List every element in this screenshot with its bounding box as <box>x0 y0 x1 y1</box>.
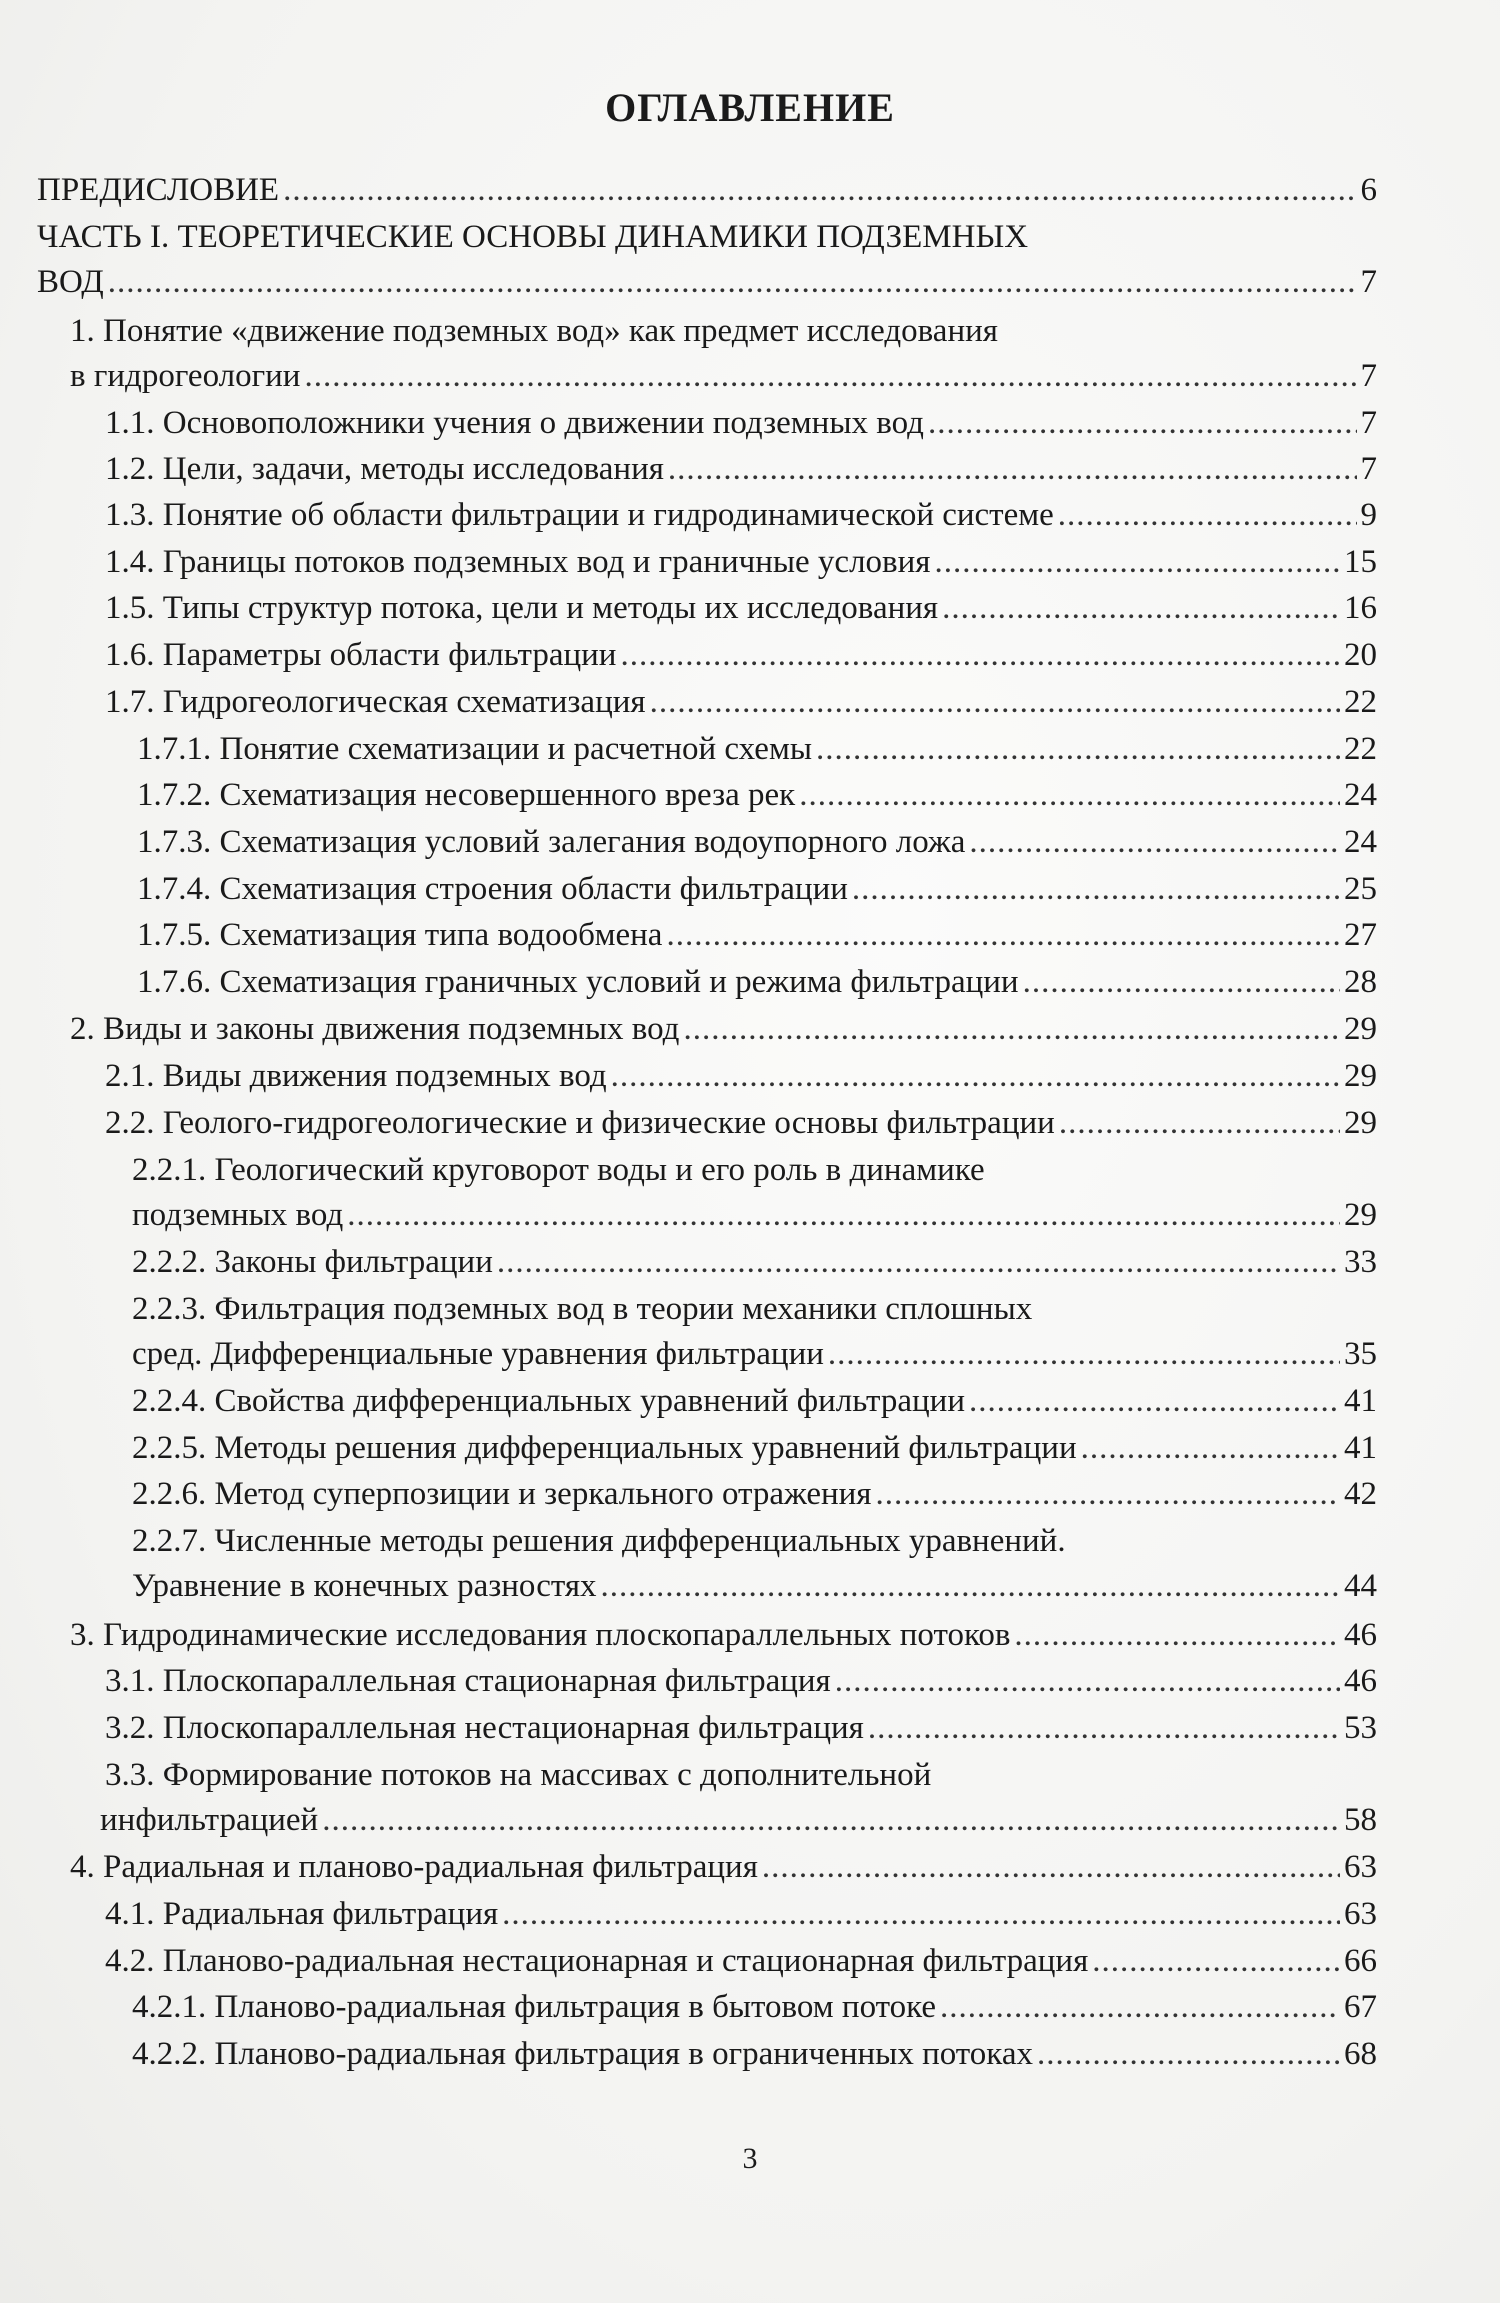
toc-leader-dots <box>304 358 1356 395</box>
toc-entry-text: 4.1. Радиальная фильтрация <box>105 1896 499 1932</box>
toc-leader-dots <box>347 1197 1340 1234</box>
toc-entry-text: 1.3. Понятие об области фильтрации и гидродинамической системе <box>105 497 1054 533</box>
page-number: 3 <box>742 2142 758 2175</box>
toc-entry-text: 1.7.2. Схематизация несовершенного вреза рек <box>137 777 796 813</box>
toc-entry[interactable] <box>132 1476 1377 1513</box>
toc-entry-page: 33 <box>1344 1244 1377 1280</box>
toc-entry[interactable] <box>132 1430 1377 1467</box>
toc-leader-dots <box>108 264 1357 301</box>
toc-leader-dots <box>816 731 1340 768</box>
toc-entry-page: 24 <box>1344 777 1377 813</box>
toc-leader-dots <box>1058 497 1357 534</box>
toc-leader-dots <box>650 684 1340 721</box>
toc-leader-dots <box>876 1476 1341 1513</box>
toc-entry-page: 41 <box>1344 1430 1377 1466</box>
toc-entry[interactable] <box>70 358 1377 395</box>
toc-entry-text: сред. Дифференциальные уравнения фильтрации <box>132 1336 824 1372</box>
toc-entry-page: 67 <box>1344 1989 1377 2025</box>
toc-entry[interactable] <box>100 1802 1377 1839</box>
toc-entry[interactable] <box>137 824 1377 861</box>
toc-entry-page: 22 <box>1344 684 1377 720</box>
toc-leader-dots <box>1037 2036 1340 2073</box>
toc-entry[interactable] <box>137 917 1377 954</box>
toc-leader-dots <box>601 1568 1340 1605</box>
toc-entry-text: 1.1. Основоположники учения о движении подземных вод <box>105 405 924 441</box>
toc-entry-text: 2.2. Геолого-гидрогеологические и физические основы фильтрации <box>105 1105 1055 1141</box>
toc-entry-page: 27 <box>1344 917 1377 953</box>
toc-entry-page: 20 <box>1344 637 1377 673</box>
toc-entry-page: 46 <box>1344 1617 1377 1653</box>
toc-entry-wrap-line: 2.2.1. Геологический круговорот воды и его роль в динамике <box>132 1152 985 1188</box>
toc-entry[interactable] <box>105 590 1377 627</box>
toc-entry[interactable] <box>105 1710 1377 1747</box>
toc-entry-text: Уравнение в конечных разностях <box>132 1568 597 1604</box>
toc-entry[interactable] <box>105 451 1377 488</box>
toc-entry-page: 25 <box>1344 871 1377 907</box>
toc-entry-page: 7 <box>1360 451 1377 487</box>
toc-entry[interactable] <box>105 1896 1377 1933</box>
toc-entry-wrap-line: ЧАСТЬ I. ТЕОРЕТИЧЕСКИЕ ОСНОВЫ ДИНАМИКИ ПОДЗЕМНЫХ <box>37 219 1029 255</box>
toc-leader-dots <box>835 1663 1340 1700</box>
toc-leader-dots <box>942 590 1340 627</box>
toc-entry[interactable] <box>105 637 1377 674</box>
toc-entry-page: 35 <box>1344 1336 1377 1372</box>
toc-entry-page: 41 <box>1344 1383 1377 1419</box>
toc-leader-dots <box>683 1011 1340 1048</box>
toc-entry-text: 2.2.4. Свойства дифференциальных уравнений фильтрации <box>132 1383 965 1419</box>
toc-entry[interactable] <box>137 777 1377 814</box>
toc-entry-wrap-line: 2.2.7. Численные методы решения дифференциальных уравнений. <box>132 1523 1066 1559</box>
toc-entry-text: 3.1. Плоскопараллельная стационарная фильтрация <box>105 1663 831 1699</box>
toc-entry-wrap-line: 3.3. Формирование потоков на массивах с дополнительной <box>105 1757 932 1793</box>
toc-entry[interactable] <box>132 1989 1377 2026</box>
toc-leader-dots <box>928 405 1357 442</box>
toc-leader-dots <box>283 172 1356 209</box>
toc-entry-page: 29 <box>1344 1105 1377 1141</box>
toc-leader-dots <box>620 637 1340 674</box>
toc-entry-page: 16 <box>1344 590 1377 626</box>
toc-entry-page: 24 <box>1344 824 1377 860</box>
toc-leader-dots <box>1023 964 1340 1001</box>
toc-entry[interactable] <box>105 544 1377 581</box>
toc-entry-page: 53 <box>1344 1710 1377 1746</box>
toc-entry[interactable] <box>105 684 1377 721</box>
toc-entry-text: ВОД <box>37 264 104 300</box>
toc-entry-page: 22 <box>1344 731 1377 767</box>
toc-entry-text: 1.7.3. Схематизация условий залегания водоупорного ложа <box>137 824 966 860</box>
toc-entry-text: 2. Виды и законы движения подземных вод <box>70 1011 680 1047</box>
toc-entry-text: 2.2.5. Методы решения дифференциальных уравнений фильтрации <box>132 1430 1077 1466</box>
toc-entry-page: 29 <box>1344 1058 1377 1094</box>
toc-entry-page: 15 <box>1344 544 1377 580</box>
toc-entry-text: 1.7. Гидрогеологическая схематизация <box>105 684 646 720</box>
toc-leader-dots <box>502 1896 1340 1933</box>
toc-entry[interactable] <box>105 1105 1377 1142</box>
toc-entry-page: 29 <box>1344 1011 1377 1047</box>
toc-entry-page: 7 <box>1360 405 1377 441</box>
toc-entry-page: 68 <box>1344 2036 1377 2072</box>
toc-entry[interactable] <box>132 1383 1377 1420</box>
toc-entry-text: ПРЕДИСЛОВИЕ <box>37 172 280 208</box>
toc-entry[interactable] <box>105 1663 1377 1700</box>
toc-entry-text: 1.2. Цели, задачи, методы исследования <box>105 451 664 487</box>
toc-leader-dots <box>969 1383 1340 1420</box>
toc-entry-text: 1.7.4. Схематизация строения области фильтрации <box>137 871 848 907</box>
toc-entry-text: 1.7.6. Схематизация граничных условий и режима фильтрации <box>137 964 1019 1000</box>
toc-entry[interactable] <box>137 964 1377 1001</box>
toc-entry-text: 1.5. Типы структур потока, цели и методы их исследования <box>105 590 939 626</box>
toc-entry-text: 3.2. Плоскопараллельная нестационарная фильтрация <box>105 1710 864 1746</box>
toc-entry[interactable] <box>105 1943 1377 1980</box>
toc-entry-text: 4.2.1. Планово-радиальная фильтрация в бытовом потоке <box>132 1989 936 2025</box>
toc-entry-text: 2.2.6. Метод суперпозиции и зеркального отражения <box>132 1476 872 1512</box>
toc-leader-dots <box>668 451 1357 488</box>
toc-entry[interactable] <box>105 1058 1377 1095</box>
toc-entry-page: 42 <box>1344 1476 1377 1512</box>
toc-entry-text: 2.2.2. Законы фильтрации <box>132 1244 493 1280</box>
toc-entry-page: 28 <box>1344 964 1377 1000</box>
toc-entry[interactable] <box>70 1617 1377 1654</box>
toc-leader-dots <box>934 544 1340 581</box>
toc-leader-dots <box>940 1989 1340 2026</box>
toc-entry-text: 1.6. Параметры области фильтрации <box>105 637 617 673</box>
toc-entry-text: 1.7.1. Понятие схематизации и расчетной схемы <box>137 731 813 767</box>
toc-entry-page: 7 <box>1360 264 1377 300</box>
toc-leader-dots <box>1014 1617 1340 1654</box>
toc-leader-dots <box>666 917 1340 954</box>
toc-leader-dots <box>828 1336 1340 1373</box>
toc-entry-text: в гидрогеологии <box>70 358 301 394</box>
toc-leader-dots <box>1092 1943 1340 1980</box>
toc-leader-dots <box>497 1244 1340 1281</box>
toc-entry[interactable] <box>105 497 1377 534</box>
toc-entry-page: 63 <box>1344 1849 1377 1885</box>
toc-entry-text: 4.2. Планово-радиальная нестационарная и стационарная фильтрация <box>105 1943 1089 1979</box>
toc-entry-page: 44 <box>1344 1568 1377 1604</box>
toc-entry-page: 6 <box>1360 172 1377 208</box>
toc-entry[interactable] <box>37 172 1377 209</box>
toc-entry-page: 29 <box>1344 1197 1377 1233</box>
toc-entry[interactable] <box>132 1568 1377 1605</box>
toc-entry[interactable] <box>70 1011 1377 1048</box>
toc-leader-dots <box>868 1710 1340 1747</box>
toc-leader-dots <box>799 777 1340 814</box>
toc-leader-dots <box>852 871 1340 908</box>
toc-leader-dots <box>969 824 1340 861</box>
toc-entry[interactable] <box>137 871 1377 908</box>
toc-entry-text: 1.7.5. Схематизация типа водообмена <box>137 917 663 953</box>
toc-title: ОГЛАВЛЕНИЕ <box>605 85 895 130</box>
toc-leader-dots <box>1081 1430 1340 1467</box>
toc-entry-text: подземных вод <box>132 1197 344 1233</box>
toc-entry[interactable] <box>132 2036 1377 2073</box>
toc-entry-text: инфильтрацией <box>100 1802 319 1838</box>
toc-entry[interactable] <box>137 731 1377 768</box>
toc-entry-page: 7 <box>1360 358 1377 394</box>
toc-leader-dots <box>322 1802 1340 1839</box>
toc-entry[interactable] <box>132 1197 1377 1234</box>
toc-leader-dots <box>611 1058 1340 1095</box>
toc-leader-dots <box>1059 1105 1340 1142</box>
toc-entry-text: 3. Гидродинамические исследования плоскопараллельных потоков <box>70 1617 1011 1653</box>
toc-entry-page: 63 <box>1344 1896 1377 1932</box>
toc-entry-text: 2.1. Виды движения подземных вод <box>105 1058 607 1094</box>
toc-entry[interactable] <box>132 1336 1377 1373</box>
toc-entry[interactable] <box>37 264 1377 301</box>
toc-entry-wrap-line: 1. Понятие «движение подземных вод» как предмет исследования <box>70 313 998 349</box>
toc-entry-text: 1.4. Границы потоков подземных вод и граничные условия <box>105 544 931 580</box>
toc-entry[interactable] <box>132 1244 1377 1281</box>
toc-entry-text: 4.2.2. Планово-радиальная фильтрация в ограниченных потоках <box>132 2036 1033 2072</box>
toc-entry-page: 66 <box>1344 1943 1377 1979</box>
toc-entry-text: 4. Радиальная и планово-радиальная фильтрация <box>70 1849 758 1885</box>
toc-leader-dots <box>762 1849 1340 1886</box>
toc-entry[interactable] <box>105 405 1377 442</box>
toc-entry-page: 58 <box>1344 1802 1377 1838</box>
toc-entry-wrap-line: 2.2.3. Фильтрация подземных вод в теории механики сплошных <box>132 1291 1033 1327</box>
toc-entry[interactable] <box>70 1849 1377 1886</box>
toc-entry-page: 46 <box>1344 1663 1377 1699</box>
toc-entry-page: 9 <box>1360 497 1377 533</box>
